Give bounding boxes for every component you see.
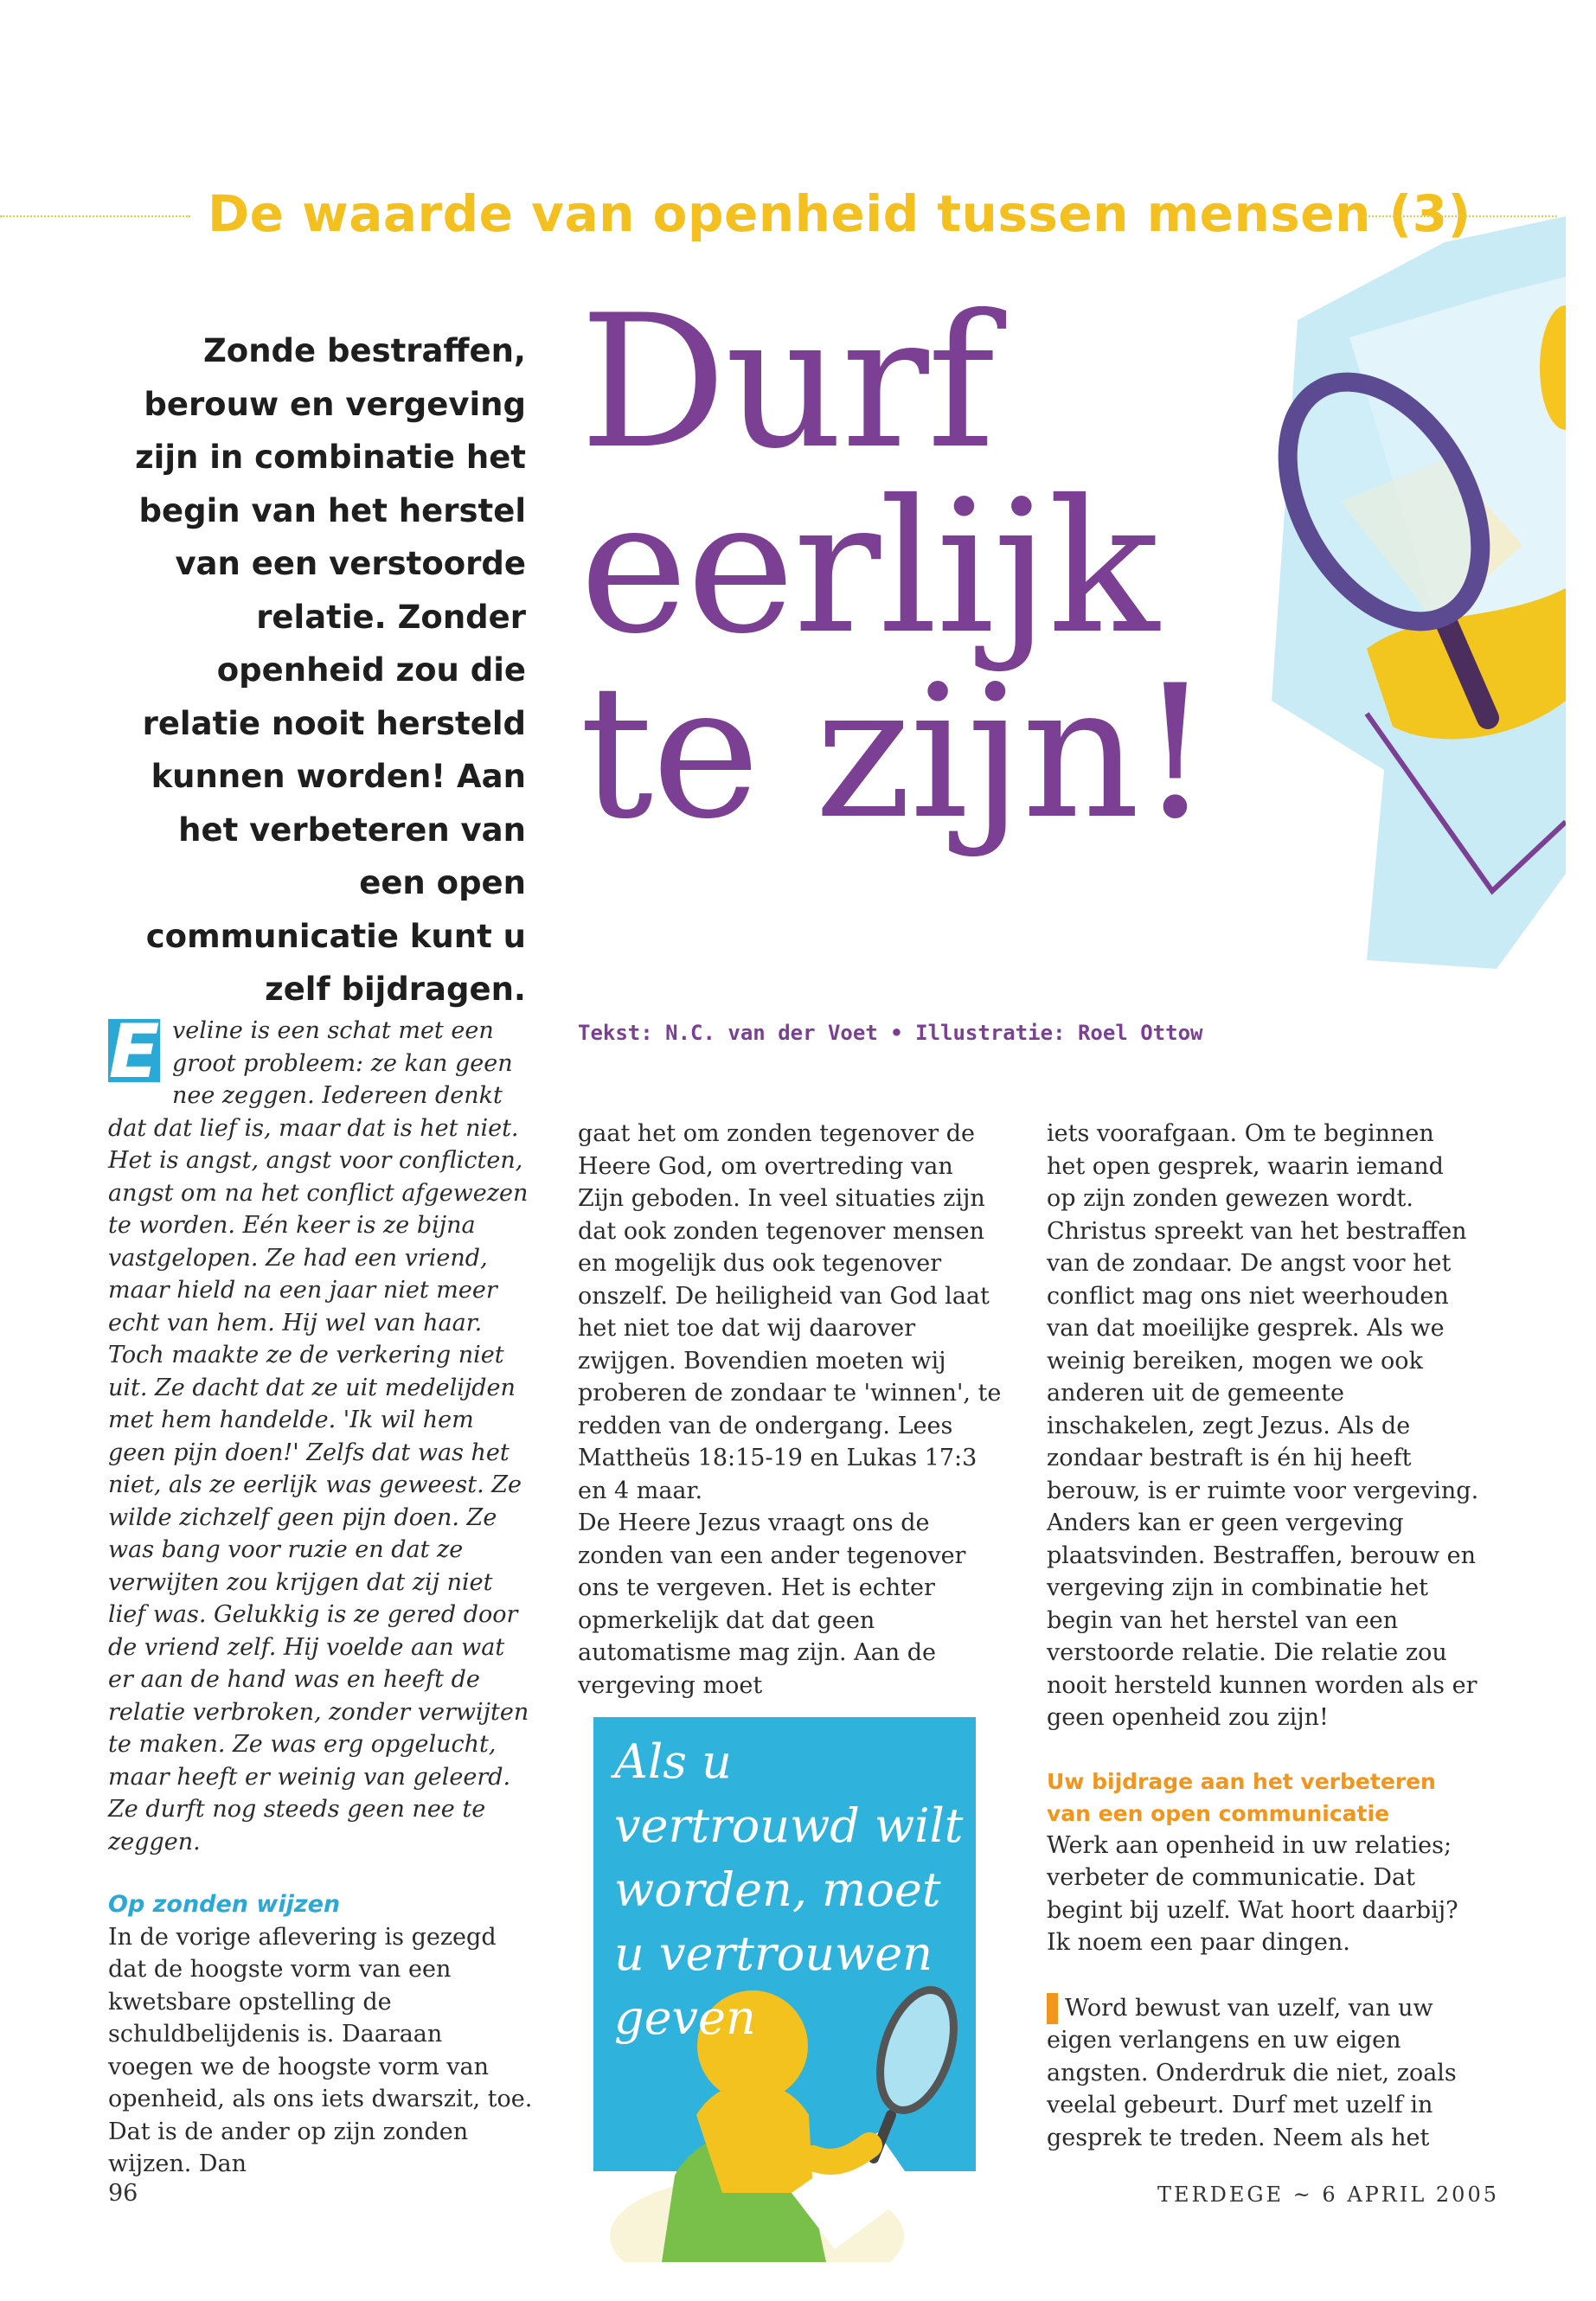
headline-line-1: Durf — [580, 275, 994, 489]
column-1-opening — [108, 1009, 534, 1858]
headline-line-3: te zijn! — [580, 645, 1211, 859]
column-2 — [578, 1118, 1006, 1702]
credits-line: Tekst: N.C. van der Voet • Illustratie: Roel Ottow — [578, 1021, 1203, 1045]
column-2-paragraph-1: gaat het om zonden tegenover de Heere God, om overtreding van Zijn geboden. In veel situaties zijn dat ook zonden tegenover mensen en mogelijk dus ook tegenover onszelf. De heiligheid van God laat het niet toe dat wij daarover zwijgen. Bovendien moeten wij proberen de zondaar te 'winnen', te redden van de ondergang. Lees Mattheüs 18:15-19 en Lukas 17:3 en 4 maar. — [578, 1120, 1002, 1504]
column-3-paragraph-3: Word bewust van uzelf, van uw eigen verlangens en uw eigen angsten. Onderdruk die niet, zoals veelal gebeurt. Durf met uzelf in gesprek te treden. Neem als het — [1047, 1994, 1457, 2151]
column-3-list-item-1 — [1047, 1992, 1479, 2155]
intro-lead: Zonde bestraffen, berouw en vergeving zijn in combinatie het begin van het herstel van een verstoorde relatie. Zonder openheid zou die relatie nooit hersteld kunnen worden! Aan het verbeteren van een open communicatie kunt u zelf bijdragen. — [135, 332, 526, 1008]
subhead-op-zonden-wijzen: Op zonden wijzen — [108, 1891, 341, 1918]
column-3-paragraph-1: iets voorafgaan. Om te beginnen het open gesprek, waarin iemand op zijn zonden gewezen wordt. Christus spreekt van het bestraffen van de zondaar. De angst voor het conflict mag ons niet weerhouden van dat moeilijke gesprek. Als we weinig bereiken, mogen we ook anderen uit de gemeente inschakelen, zegt Jezus. Als de zondaar bestraft is én hij heeft berouw, is er ruimte voor vergeving. Anders kan er geen vergeving plaatsvinden. Bestraffen, berouw en vergeving zijn in combinatie het begin van het herstel van een verstoorde relatie. Die relatie zou nooit hersteld kunnen worden als er geen openheid zou zijn! — [1047, 1120, 1479, 1731]
column-3 — [1047, 1118, 1479, 2154]
page-number: 96 — [108, 2180, 138, 2207]
list-marker — [1047, 1993, 1058, 2024]
headline-line-2: eerlijk — [580, 460, 1158, 674]
pull-quote: Als u vertrouwd wilt worden, moet u vertrouwen geven — [614, 1734, 964, 2045]
subhead-uw-bijdrage: Uw bijdrage aan het verbeteren van een open communicatie — [1047, 1768, 1436, 1826]
column-1 — [108, 1009, 534, 2181]
drop-cap: E — [108, 1009, 160, 1095]
magnifying-glass-illustration — [1237, 216, 1566, 986]
running-footer: TERDEGE ~ 6 APRIL 2005 — [1157, 2182, 1499, 2207]
series-title: De waarde van openheid tussen mensen (3) — [208, 184, 1471, 243]
column-2-paragraph-2: De Heere Jezus vraagt ons de zonden van een ander tegenover ons te vergeven. Het is echter opmerkelijk dat dat geen automatisme mag zijn. Aan de vergeving moet — [578, 1509, 966, 1699]
column-1-paragraph-2: In de vorige aflevering is gezegd dat de hoogste vorm van een kwetsbare opstelling de schuldbelijdenis is. Daaraan voegen we de hoogste vorm van openheid, als ons iets dwarszit, toe. Dat is de ander op zijn zonden wijzen. Dan — [108, 1923, 533, 2177]
dotted-rule-left — [0, 215, 190, 217]
column-1-paragraph-1: veline is een schat met een groot probleem: ze kan geen nee zeggen. Iedereen denkt dat dat lief is, maar dat is het niet. Het is angst, angst voor conflicten, angst om na het conflict afgewezen te worden. Eén keer is ze bijna vastgelopen. Ze had een vriend, maar hield na een jaar niet meer echt van hem. Hij wel van haar. Toch maakte ze de verkering niet uit. Ze dacht dat ze uit medelijden met hem handelde. 'Ik wil hem geen pijn doen!' Zelfs dat was het niet, als ze eerlijk was geweest. Ze wilde zichzelf geen pijn doen. Ze was bang voor ruzie en dat ze verwijten zou krijgen dat zij niet lief was. Gelukkig is ze gered door de vriend zelf. Hij voelde aan wat er aan de hand was en heeft de relatie verbroken, zonder verwijten te maken. Ze was erg opgelucht, maar heeft er weinig van geleerd. Ze durft nog steeds geen nee te zeggen. — [108, 1017, 529, 1856]
column-3-paragraph-2: Werk aan openheid in uw relaties; verbeter de communicatie. Dat begint bij uzelf. Wat hoort daarbij? Ik noem een paar dingen. — [1047, 1831, 1458, 1956]
headline — [580, 275, 1211, 859]
